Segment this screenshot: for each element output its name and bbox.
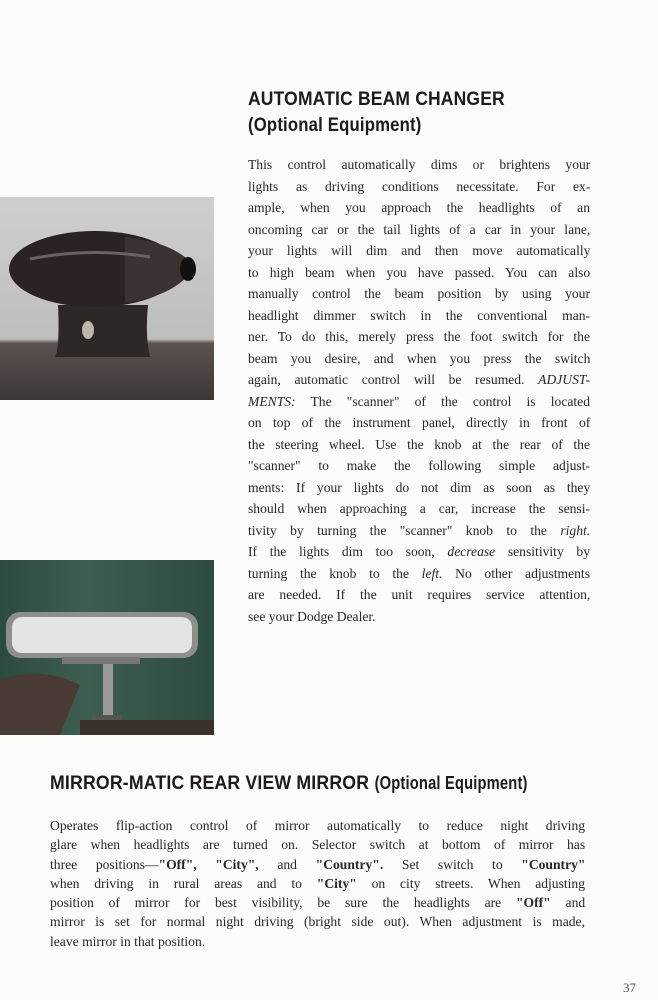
text-run: and (258, 856, 316, 872)
text-line (248, 563, 590, 585)
text-run: position of mirror for best visibility, be sure the headlights are (50, 895, 516, 911)
text-run: leave mirror in that position. (50, 933, 206, 949)
text-run: to high beam when you have passed. You can also (248, 264, 591, 280)
text-line (50, 855, 585, 874)
text-line (50, 874, 585, 893)
text-line (248, 434, 590, 456)
text-line (248, 326, 590, 348)
text-line (248, 391, 590, 413)
text-run: three positions— (50, 856, 159, 872)
text-line (248, 455, 590, 477)
text-line (248, 541, 590, 563)
text-line (248, 584, 590, 606)
bold-text: "Country". (315, 856, 384, 872)
text-run: sensitivity by (495, 544, 590, 559)
page-number: 37 (623, 980, 636, 995)
text-run: when driving in rural areas and to (50, 875, 317, 891)
section-subtitle-beam-changer: (Optional Equipment) (248, 115, 422, 136)
text-run: tivity by turning the "scanner" knob to the (248, 522, 561, 538)
text-run: "scanner" to make the following simple adjust- (248, 458, 590, 473)
text-run: lights as driving conditions necessitate. For ex- (248, 178, 591, 194)
bold-text: "Off", "City", (158, 856, 259, 872)
text-run: on city streets. When adjusting (356, 875, 586, 891)
text-line (248, 348, 590, 370)
text-line (248, 219, 590, 241)
text-run: your lights will dim and then move automatically (248, 243, 591, 258)
bold-text: "City" (316, 875, 357, 891)
italic-text: decrease (447, 544, 496, 559)
text-line (248, 369, 590, 391)
text-line (248, 197, 590, 219)
italic-text: right. (560, 522, 591, 538)
text-line (248, 412, 590, 434)
text-line (248, 176, 590, 198)
text-run: ments: If your lights do not dim as soon as they (248, 479, 591, 495)
text-line (248, 240, 590, 262)
text-run: Operates flip-action control of mirror automatically to reduce night driving (50, 818, 586, 833)
text-line (50, 893, 585, 912)
italic-text: left. (421, 565, 443, 581)
text-line (248, 262, 590, 284)
text-run: ample, when you approach the headlights of an (248, 200, 590, 215)
text-run: If the lights dim too soon, (248, 544, 448, 559)
text-run: mirror is set for normal night driving (bright side out). When adjustment is made, (50, 914, 585, 930)
italic-text: ADJUST- (538, 372, 590, 387)
text-run: manually control the beam position by using your (248, 286, 590, 301)
section-title-beam-changer: AUTOMATIC BEAM CHANGER (248, 89, 505, 110)
mirror-subtitle: (Optional Equipment) (374, 773, 528, 793)
text-line (248, 520, 590, 542)
text-run: again, automatic control will be resumed. (248, 372, 539, 387)
text-line (248, 154, 590, 176)
text-run: No other adjustments (442, 565, 590, 581)
text-run: on top of the instrument panel, directly in front of (248, 415, 591, 430)
text-line (248, 477, 590, 499)
text-line (50, 932, 585, 951)
beam-changer-paragraph (248, 154, 590, 627)
text-run: and (550, 895, 586, 911)
text-run: are needed. If the unit requires service attention, (248, 587, 591, 602)
italic-text: MENTS: (248, 393, 296, 409)
bold-text: "Off" (515, 895, 551, 911)
text-line (248, 283, 590, 305)
text-run: The "scanner" of the control is located (295, 393, 590, 409)
text-line (248, 606, 590, 628)
text-line (248, 498, 590, 520)
mirror-photo (0, 560, 214, 735)
text-line (50, 816, 585, 835)
text-run: Set switch to (383, 856, 522, 872)
text-run: beam you desire, and when you press the switch (248, 350, 591, 366)
text-run: turning the knob to the (248, 565, 422, 581)
text-run: the steering wheel. Use the knob at the rear of the (248, 436, 590, 452)
beam-changer-photo (0, 197, 214, 400)
text-line (50, 835, 585, 854)
text-run: should when approaching a car, increase the sensi- (248, 501, 591, 516)
mirror-title: MIRROR-MATIC REAR VIEW MIRROR (50, 773, 370, 794)
text-run: see your Dodge Dealer. (248, 608, 376, 624)
text-run: glare when headlights are turned on. Selector switch at bottom of mirror has (50, 837, 586, 853)
mirror-paragraph (50, 816, 585, 951)
text-run: headlight dimmer switch in the conventional man- (248, 307, 591, 323)
text-run: oncoming car or the tail lights of a car in your lane, (248, 221, 591, 237)
text-run: This control automatically dims or brightens your (248, 157, 591, 172)
text-line (50, 912, 585, 931)
section-title-mirror (50, 773, 548, 795)
text-line (248, 305, 590, 327)
text-run: ner. To do this, merely press the foot switch for the (248, 329, 590, 344)
bold-text: "Country" (521, 856, 586, 872)
